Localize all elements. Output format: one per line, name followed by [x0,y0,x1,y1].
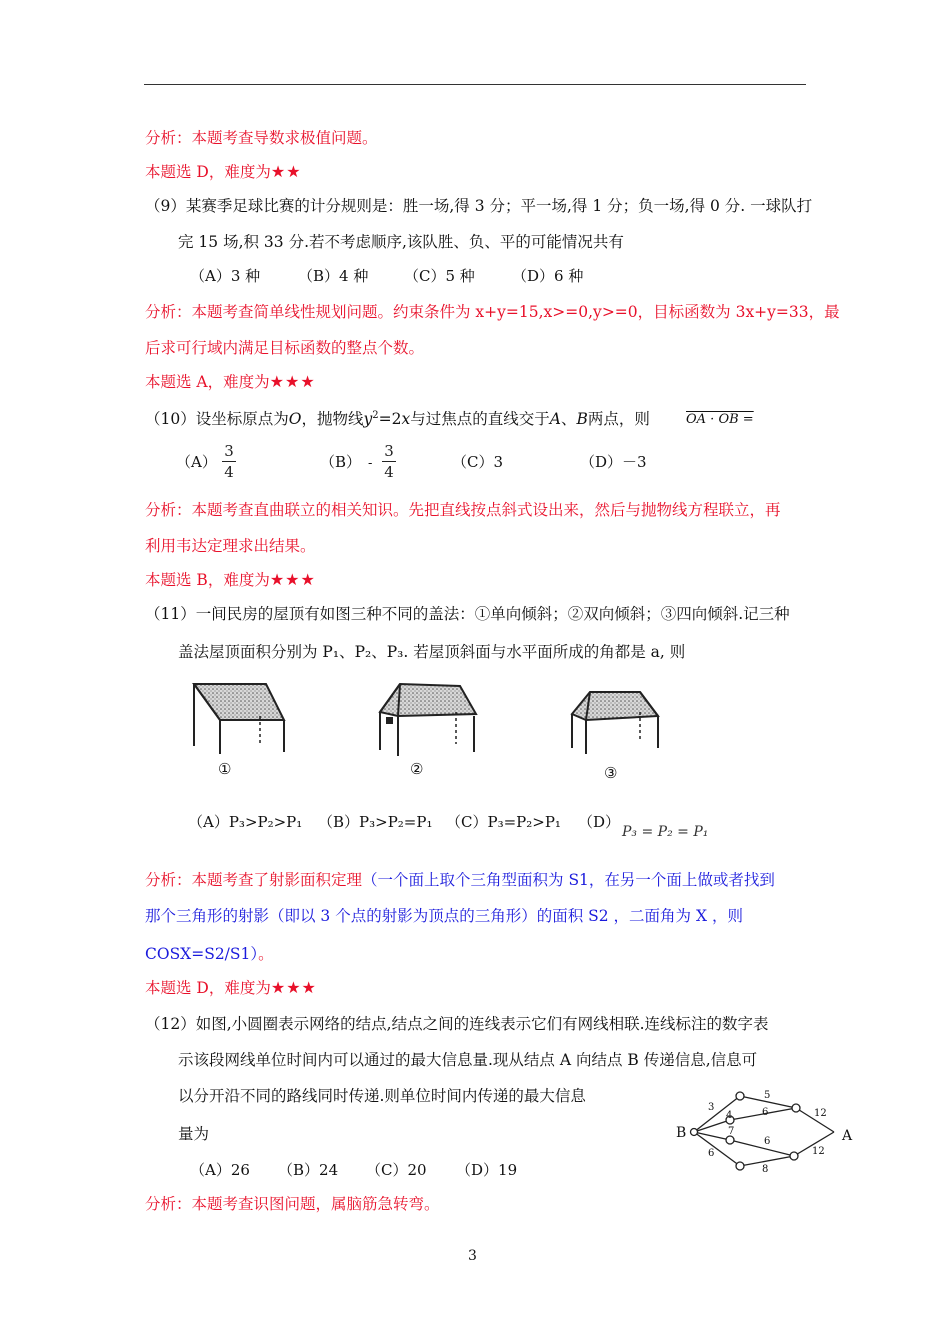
q10-option-a-fraction: 3 4 [222,443,236,480]
q11-analysis-line2: 那个三角形的射影（即以 3 个点的射影为顶点的三角形）的面积 S2 ，二面角为 X ，则 [145,907,743,925]
q10-option-c: （C）3 [452,453,504,471]
difficulty-stars: ★★★ [269,570,316,589]
figure-label-2: ② [410,760,424,778]
q11-stem-line2: 盖法屋顶面积分别为 P₁、P₂、P₃. 若屋顶斜面与水平面所成的角都是 a, 则 [178,643,686,661]
q10-option-b-fraction: 3 4 [382,443,396,480]
network-node [736,1162,744,1170]
edge-label: 5 [764,1090,771,1101]
q11-option-c: （C）P₃=P₂>P₁ [446,813,561,831]
node-label-a: A [842,1128,853,1144]
q9-analysis-line1: 分析：本题考查简单线性规划问题。约束条件为 x+y=15,x>=0,y>=0，目标函数为 3x+y=33，最 [145,303,840,321]
edge-label: 4 [726,1110,733,1121]
q11-option-b: （B）P₃>P₂=P₁ [318,813,433,831]
q9-option-c: （C）5 种 [404,267,475,285]
q9-stem-line2: 完 15 场,积 33 分.若不考虑顺序,该队胜、负、平的可能情况共有 [178,233,624,251]
edge-label: 8 [762,1164,769,1175]
q10-option-a-label: （A） [176,453,217,471]
difficulty-stars: ★★ [270,162,302,181]
q8-answer: 本题选 D，难度为★★ [145,162,302,181]
q10-answer: 本题选 B，难度为★★★ [145,570,316,589]
edge-label: 6 [764,1136,771,1147]
q11-option-d-expression: P₃ = P₂ = P₁ [622,824,709,840]
network-node [792,1104,800,1112]
edge-label: 6 [708,1148,715,1159]
q12-stem-line2: 示该段网线单位时间内可以通过的最大信息量.现从结点 A 向结点 B 传递信息,信息可 [178,1051,758,1069]
page-number: 3 [468,1248,477,1264]
q9-analysis-line2: 后求可行域内满足目标函数的整点个数。 [145,339,425,357]
node-label-b: B [676,1125,687,1141]
q9-option-b: （B）4 种 [298,267,369,285]
q9-option-a: （A）3 种 [190,267,261,285]
q9-option-d: （D）6 种 [512,267,584,285]
q10-option-d: （D）－3 [580,453,647,471]
q12-option-a: （A）26 [190,1161,250,1179]
q10-vector-expression: OA · OB = [686,412,754,427]
figure-label-3: ③ [604,764,618,782]
network-node [736,1092,744,1100]
roof-figure-1 [194,684,284,754]
figure-label-1: ① [218,760,232,778]
network-diagram [674,1082,864,1180]
q11-stem-line1: （11）一间民房的屋顶有如图三种不同的盖法：①单向倾斜；②双向倾斜；③四向倾斜.记三种 [145,605,790,623]
q10-analysis-line1: 分析：本题考查直曲联立的相关知识。先把直线按点斜式设出来，然后与抛物线方程联立，再 [145,501,781,519]
q11-option-a: （A）P₃>P₂>P₁ [188,813,303,831]
difficulty-stars: ★★★ [270,978,317,997]
roof-figure-3 [572,692,658,754]
q12-stem-line1: （12）如图,小圆圈表示网络的结点,结点之间的连线表示它们有网线相联.连线标注的数字表 [145,1015,769,1033]
q12-stem-line4: 量为 [178,1125,210,1143]
edge-label: 6 [762,1107,769,1118]
edge-label: 12 [812,1146,825,1157]
roof-figure-2 [380,684,476,756]
network-node [691,1129,698,1136]
q10-option-b-sign: - [368,456,373,471]
q9-answer: 本题选 A，难度为★★★ [145,372,316,391]
network-node [790,1152,798,1160]
q12-stem-line3: 以分开沿不同的路线同时传递.则单位时间内传递的最大信息 [178,1087,586,1105]
q10-option-b-label: （B） [320,453,362,471]
q12-option-c: （C）20 [366,1161,427,1179]
q9-stem-line1: （9）某赛季足球比赛的计分规则是：胜一场,得 3 分；平一场,得 1 分；负一场,得 0 分. 一球队打 [145,197,813,215]
q12-option-b: （B）24 [278,1161,339,1179]
q12-option-d: （D）19 [456,1161,518,1179]
q12-analysis: 分析：本题考查识图问题，属脑筋急转弯。 [145,1195,440,1213]
difficulty-stars: ★★★ [269,372,316,391]
q11-answer: 本题选 D，难度为★★★ [145,978,317,997]
q10-stem: （10）设坐标原点为O，抛物线$y^2=2x$与过焦点的直线交于A、B两点，则 [145,410,650,428]
edge-label: 3 [708,1102,715,1113]
edge-label: 12 [814,1108,827,1119]
edge-label: 7 [728,1126,735,1137]
q11-analysis-line3: COSX=S2/S1）。 [145,945,274,963]
network-node [726,1136,734,1144]
header-rule [144,84,806,85]
q8-analysis: 分析：本题考查导数求极值问题。 [145,129,378,147]
q11-option-d-label: （D） [578,813,621,831]
q11-analysis-line1: 分析：本题考查了射影面积定理（一个面上取个三角型面积为 S1，在另一个面上做或者找到 [145,871,775,889]
q10-analysis-line2: 利用韦达定理求出结果。 [145,537,316,555]
